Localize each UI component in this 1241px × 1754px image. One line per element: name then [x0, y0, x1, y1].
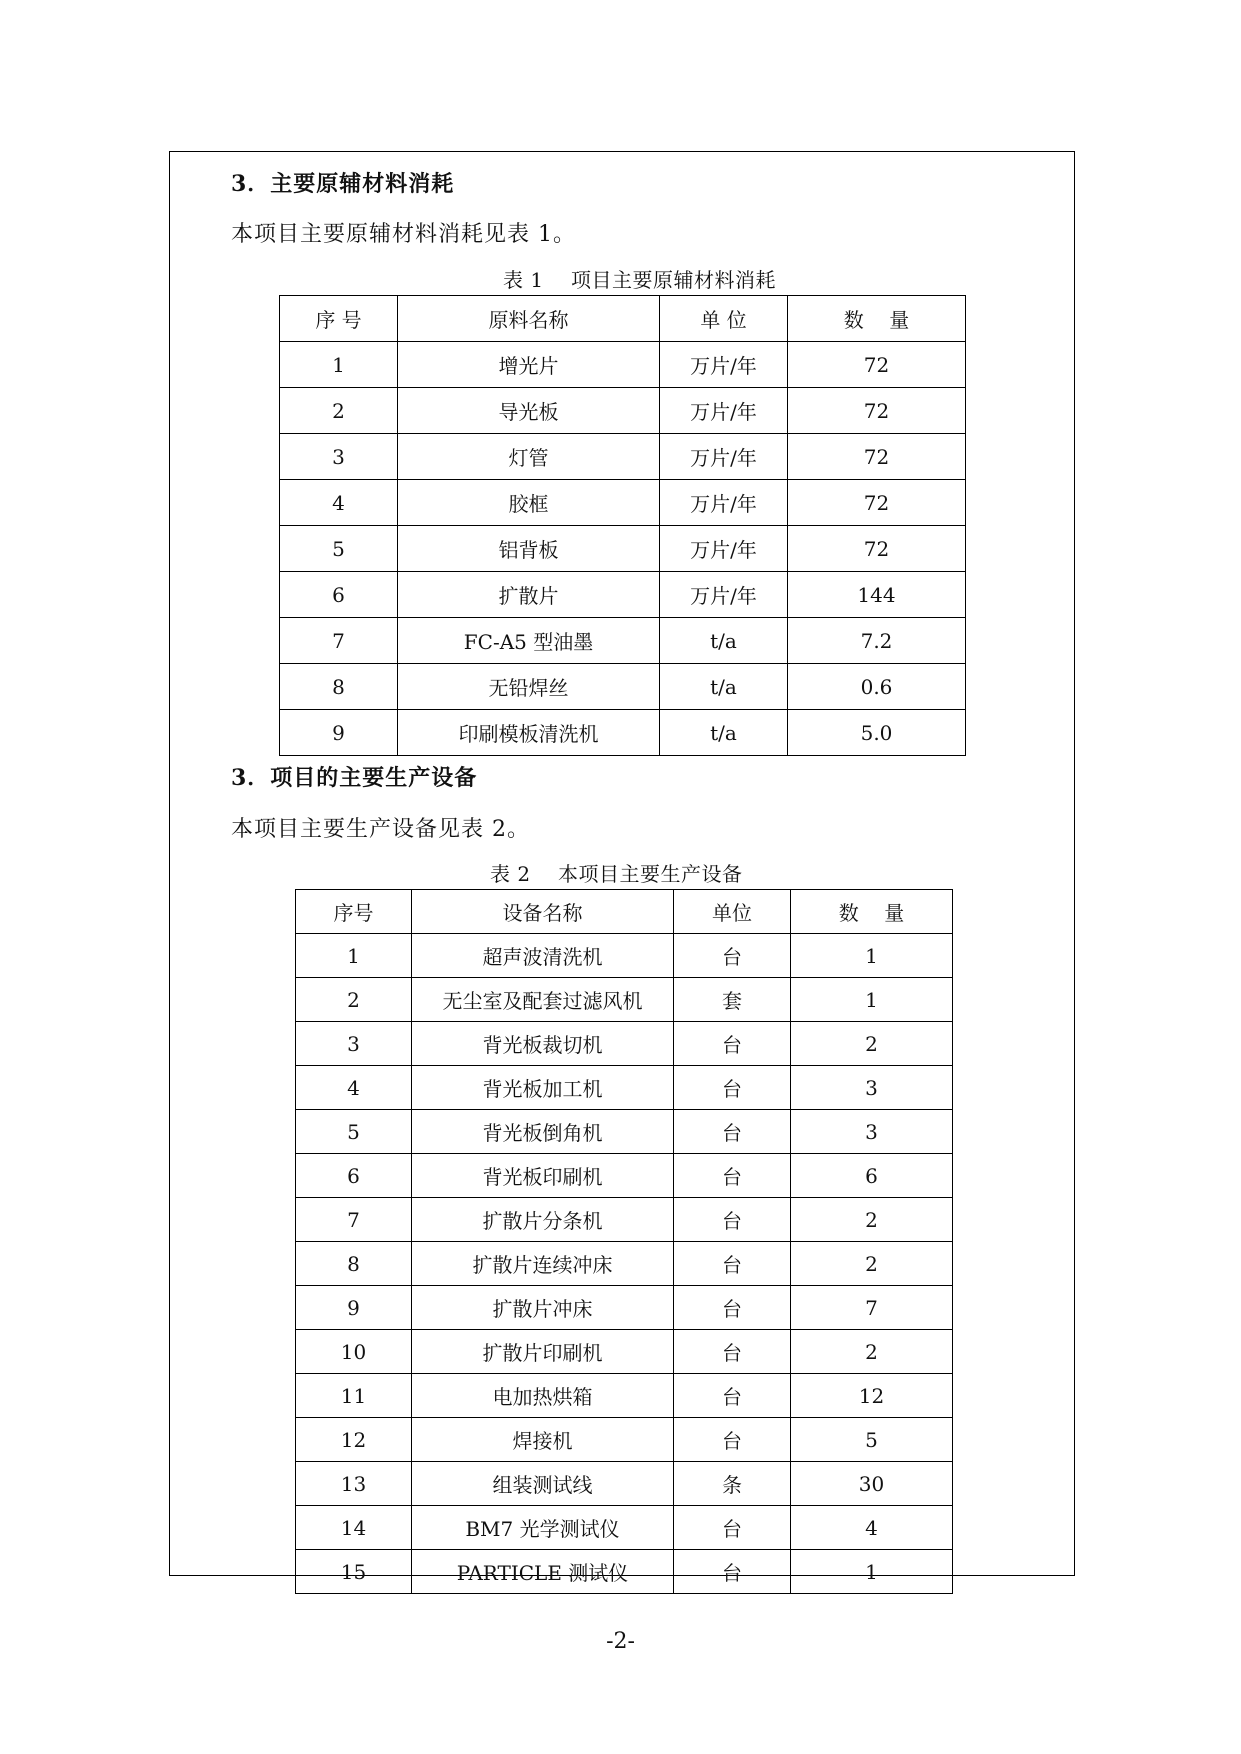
- cell-quantity: 2: [791, 1198, 953, 1242]
- cell-index: 4: [280, 480, 398, 526]
- header-cell-quantity: 数 量: [791, 890, 953, 934]
- cell-index: 14: [296, 1506, 412, 1550]
- header-cell-unit: 单位: [674, 890, 791, 934]
- table-row: [280, 664, 966, 710]
- table-row: [280, 526, 966, 572]
- cell-unit: 台: [674, 934, 791, 978]
- cell-unit: 台: [674, 1506, 791, 1550]
- table-row: [296, 1550, 953, 1594]
- cell-name: 无铅焊丝: [398, 664, 660, 710]
- cell-index: 2: [280, 388, 398, 434]
- cell-quantity: 4: [791, 1506, 953, 1550]
- cell-index: 3: [296, 1022, 412, 1066]
- table-row: [280, 710, 966, 756]
- cell-index: 5: [296, 1110, 412, 1154]
- cell-unit: 台: [674, 1066, 791, 1110]
- table1-caption: 表 1 项目主要原辅材料消耗: [503, 268, 777, 292]
- header-cell-unit: 单 位: [660, 296, 788, 342]
- cell-name: 扩散片: [398, 572, 660, 618]
- cell-name: 扩散片分条机: [412, 1198, 674, 1242]
- table-row: [296, 1110, 953, 1154]
- table-row: [296, 1198, 953, 1242]
- cell-name: 背光板裁切机: [412, 1022, 674, 1066]
- cell-unit: 台: [674, 1550, 791, 1594]
- cell-unit: 万片/年: [660, 388, 788, 434]
- header-cell-quantity: 数 量: [788, 296, 966, 342]
- cell-name: 增光片: [398, 342, 660, 388]
- cell-unit: 台: [674, 1198, 791, 1242]
- cell-unit: 台: [674, 1374, 791, 1418]
- header-cell-index: 序号: [296, 890, 412, 934]
- table-row: [296, 1330, 953, 1374]
- table-row: [280, 572, 966, 618]
- cell-name: 铝背板: [398, 526, 660, 572]
- cell-quantity: 72: [788, 480, 966, 526]
- cell-quantity: 72: [788, 526, 966, 572]
- cell-name: 焊接机: [412, 1418, 674, 1462]
- cell-index: 8: [280, 664, 398, 710]
- cell-quantity: 144: [788, 572, 966, 618]
- header-cell-name: 设备名称: [412, 890, 674, 934]
- cell-quantity: 3: [791, 1066, 953, 1110]
- table-header-row: [280, 296, 966, 342]
- cell-unit: 条: [674, 1462, 791, 1506]
- header-cell-name: 原料名称: [398, 296, 660, 342]
- materials-table: [279, 295, 966, 756]
- cell-index: 1: [280, 342, 398, 388]
- cell-quantity: 7.2: [788, 618, 966, 664]
- cell-index: 3: [280, 434, 398, 480]
- section-heading-equipment: 3．项目的主要生产设备: [231, 765, 478, 791]
- cell-unit: 万片/年: [660, 526, 788, 572]
- cell-name: 扩散片印刷机: [412, 1330, 674, 1374]
- table-row: [280, 388, 966, 434]
- cell-index: 7: [296, 1198, 412, 1242]
- cell-name: 背光板倒角机: [412, 1110, 674, 1154]
- table-row: [280, 342, 966, 388]
- cell-quantity: 0.6: [788, 664, 966, 710]
- cell-quantity: 1: [791, 934, 953, 978]
- table-row: [296, 1154, 953, 1198]
- cell-unit: 台: [674, 1154, 791, 1198]
- cell-quantity: 2: [791, 1242, 953, 1286]
- cell-index: 8: [296, 1242, 412, 1286]
- table-row: [296, 934, 953, 978]
- table-row: [296, 1374, 953, 1418]
- cell-quantity: 72: [788, 434, 966, 480]
- cell-quantity: 2: [791, 1022, 953, 1066]
- cell-quantity: 2: [791, 1330, 953, 1374]
- cell-quantity: 3: [791, 1110, 953, 1154]
- section-heading-materials: 3．主要原辅材料消耗: [231, 171, 455, 197]
- cell-name: 印刷模板清洗机: [398, 710, 660, 756]
- cell-quantity: 1: [791, 1550, 953, 1594]
- table-row: [296, 1022, 953, 1066]
- cell-name: 背光板加工机: [412, 1066, 674, 1110]
- cell-quantity: 7: [791, 1286, 953, 1330]
- table-row: [280, 618, 966, 664]
- cell-unit: t/a: [660, 710, 788, 756]
- cell-name: 组装测试线: [412, 1462, 674, 1506]
- cell-name: 灯管: [398, 434, 660, 480]
- table-row: [296, 1286, 953, 1330]
- cell-name: 胶框: [398, 480, 660, 526]
- table-header-row: [296, 890, 953, 934]
- cell-name: FC-A5 型油墨: [398, 618, 660, 664]
- cell-name: 电加热烘箱: [412, 1374, 674, 1418]
- cell-name: PARTICLE 测试仪: [412, 1550, 674, 1594]
- table-row: [296, 978, 953, 1022]
- cell-index: 10: [296, 1330, 412, 1374]
- cell-name: 超声波清洗机: [412, 934, 674, 978]
- cell-unit: 万片/年: [660, 434, 788, 480]
- table-row: [296, 1462, 953, 1506]
- equipment-intro-text: 本项目主要生产设备见表 2。: [231, 817, 530, 842]
- cell-index: 6: [296, 1154, 412, 1198]
- cell-unit: 万片/年: [660, 480, 788, 526]
- cell-index: 9: [296, 1286, 412, 1330]
- table-row: [296, 1242, 953, 1286]
- cell-name: 背光板印刷机: [412, 1154, 674, 1198]
- cell-unit: 台: [674, 1022, 791, 1066]
- materials-intro-text: 本项目主要原辅材料消耗见表 1。: [231, 222, 576, 247]
- table-row: [280, 434, 966, 480]
- equipment-table: [295, 889, 953, 1594]
- cell-index: 9: [280, 710, 398, 756]
- cell-unit: 万片/年: [660, 342, 788, 388]
- cell-unit: 台: [674, 1110, 791, 1154]
- cell-quantity: 72: [788, 388, 966, 434]
- cell-quantity: 5.0: [788, 710, 966, 756]
- cell-unit: 万片/年: [660, 572, 788, 618]
- cell-unit: t/a: [660, 664, 788, 710]
- cell-index: 6: [280, 572, 398, 618]
- cell-quantity: 6: [791, 1154, 953, 1198]
- cell-name: 扩散片冲床: [412, 1286, 674, 1330]
- cell-unit: 台: [674, 1242, 791, 1286]
- header-cell-index: 序 号: [280, 296, 398, 342]
- cell-unit: 台: [674, 1330, 791, 1374]
- cell-index: 15: [296, 1550, 412, 1594]
- cell-name: 扩散片连续冲床: [412, 1242, 674, 1286]
- cell-unit: 台: [674, 1286, 791, 1330]
- cell-index: 5: [280, 526, 398, 572]
- cell-index: 12: [296, 1418, 412, 1462]
- cell-index: 4: [296, 1066, 412, 1110]
- table-row: [296, 1066, 953, 1110]
- cell-quantity: 12: [791, 1374, 953, 1418]
- cell-unit: 套: [674, 978, 791, 1022]
- cell-index: 13: [296, 1462, 412, 1506]
- cell-quantity: 5: [791, 1418, 953, 1462]
- cell-quantity: 72: [788, 342, 966, 388]
- cell-quantity: 1: [791, 978, 953, 1022]
- cell-index: 11: [296, 1374, 412, 1418]
- table-row: [280, 480, 966, 526]
- cell-name: 导光板: [398, 388, 660, 434]
- cell-index: 7: [280, 618, 398, 664]
- cell-name: 无尘室及配套过滤风机: [412, 978, 674, 1022]
- table-row: [296, 1506, 953, 1550]
- cell-index: 2: [296, 978, 412, 1022]
- table-row: [296, 1418, 953, 1462]
- table2-caption: 表 2 本项目主要生产设备: [490, 862, 743, 886]
- cell-index: 1: [296, 934, 412, 978]
- cell-unit: t/a: [660, 618, 788, 664]
- cell-quantity: 30: [791, 1462, 953, 1506]
- cell-unit: 台: [674, 1418, 791, 1462]
- page-number: -2-: [606, 1629, 635, 1654]
- cell-name: BM7 光学测试仪: [412, 1506, 674, 1550]
